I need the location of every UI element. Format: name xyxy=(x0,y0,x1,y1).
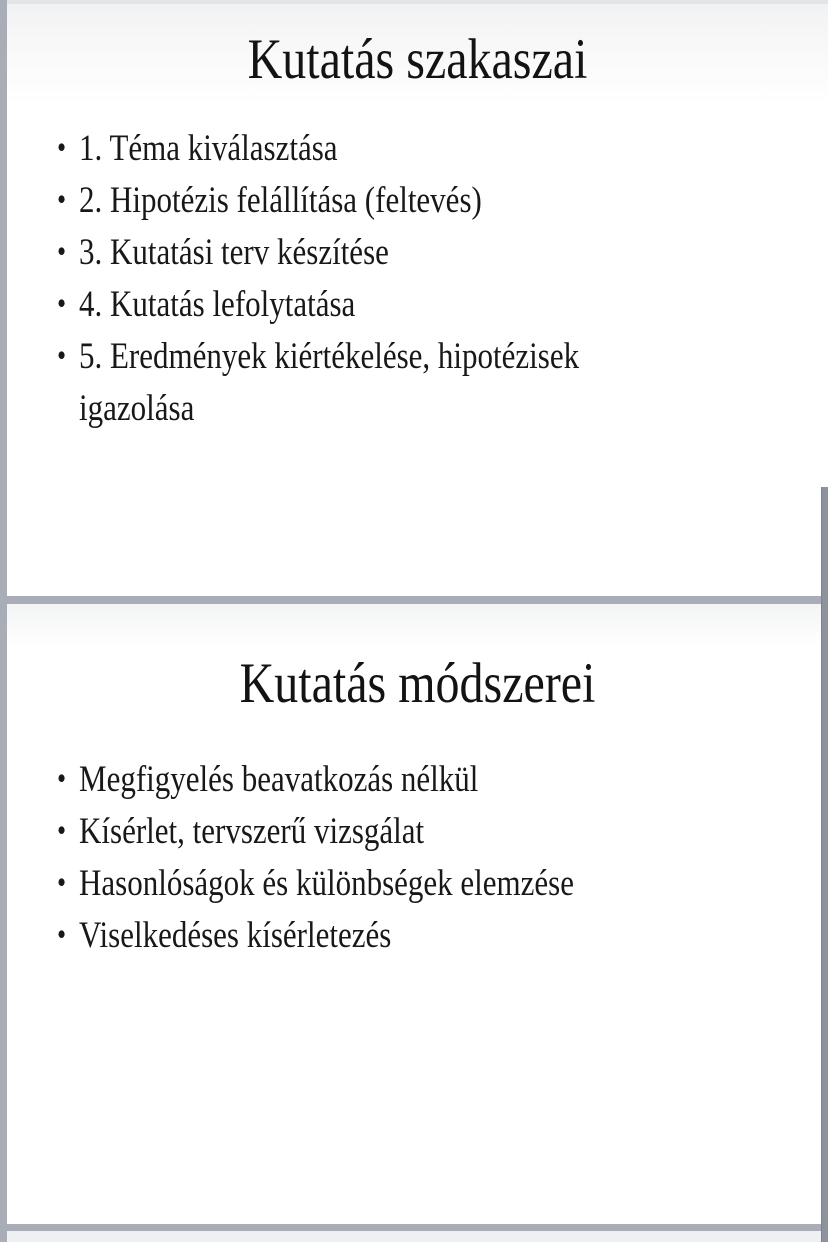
slide-1-title xyxy=(7,27,828,92)
bullet-item xyxy=(7,805,798,857)
page-divider xyxy=(0,596,828,604)
bullet-item xyxy=(7,753,798,805)
bullet-icon: • xyxy=(57,813,67,848)
bullet-item xyxy=(7,909,798,961)
bullet-text: Viselkedéses kísérletezés xyxy=(79,913,392,956)
bullet-icon: • xyxy=(57,286,67,321)
slide-1-bullet-list xyxy=(7,122,798,434)
slide-page-1 xyxy=(7,0,828,596)
bullet-item xyxy=(7,857,798,909)
bullet-text: 1. Téma kiválasztása xyxy=(79,126,338,169)
bullet-text: Hasonlóságok és különbségek elemzése xyxy=(79,861,575,904)
bullet-item xyxy=(7,122,798,174)
bullet-item xyxy=(7,174,798,226)
bullet-icon: • xyxy=(57,130,67,165)
bullet-text: 5. Eredmények kiértékelése, hipotézisek xyxy=(79,334,580,377)
slide-1-title-text: Kutatás szakaszai xyxy=(247,27,588,92)
viewer-left-rail xyxy=(0,0,7,1242)
bullet-item xyxy=(7,226,798,278)
bullet-icon: • xyxy=(57,761,67,796)
bullet-icon: • xyxy=(57,234,67,269)
bullet-item xyxy=(7,330,798,434)
bullet-text: 2. Hipotézis felállítása (feltevés) xyxy=(79,178,482,221)
next-page-edge xyxy=(7,1231,828,1242)
bullet-icon: • xyxy=(57,338,67,373)
slide-2-title-text: Kutatás módszerei xyxy=(239,651,596,716)
page-divider xyxy=(0,1224,828,1231)
bullet-text: 4. Kutatás lefolytatása xyxy=(79,282,356,325)
bullet-text: 3. Kutatási terv készítése xyxy=(79,230,389,273)
bullet-icon: • xyxy=(57,865,67,900)
bullet-text: Kísérlet, tervszerű vizsgálat xyxy=(79,809,425,852)
bullet-text-wrap: igazolása xyxy=(79,386,195,429)
slide-2-bullet-list xyxy=(7,753,798,961)
slide-2-title xyxy=(7,651,828,716)
bullet-icon: • xyxy=(57,182,67,217)
bullet-item xyxy=(7,278,798,330)
slide-page-2 xyxy=(7,604,828,1224)
bullet-text: Megfigyelés beavatkozás nélkül xyxy=(79,757,479,800)
scrollbar-thumb[interactable] xyxy=(821,487,828,1242)
bullet-icon: • xyxy=(57,917,67,952)
